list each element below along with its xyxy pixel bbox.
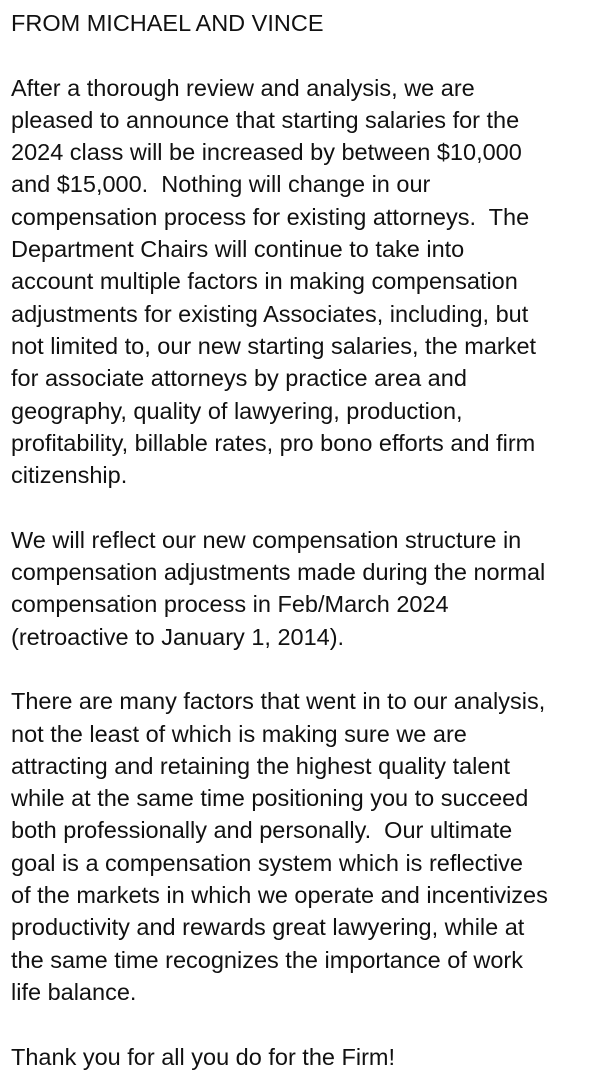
memo-heading: FROM MICHAEL AND VINCE <box>11 10 324 36</box>
text-line: while at the same time positioning you to succeed <box>11 785 529 812</box>
paragraph-closing <box>11 1041 604 1073</box>
text-line: not limited to, our new starting salaries, the market <box>11 332 537 359</box>
paragraph-spacer <box>11 491 604 523</box>
text-line: citizenship. <box>11 462 128 489</box>
paragraph-spacer <box>11 653 604 685</box>
text-line: 2024 class will be increased by between $10,000 <box>11 139 522 166</box>
text-line: After a thorough review and analysis, we are <box>11 74 475 101</box>
text-line: Department Chairs will continue to take into <box>11 236 465 263</box>
text-line: geography, quality of lawyering, production, <box>11 397 463 424</box>
text-line: compensation adjustments made during the normal <box>11 559 546 586</box>
text-line: of the markets in which we operate and incentivizes <box>11 882 548 909</box>
text-line: life balance. <box>11 978 137 1005</box>
text-line: compensation process in Feb/March 2024 <box>11 591 449 618</box>
paragraph-compensation-structure <box>11 524 604 653</box>
text-line: for associate attorneys by practice area and <box>11 365 467 392</box>
text-line: and $15,000. Nothing will change in our <box>11 171 431 198</box>
text-line: productivity and rewards great lawyering, while at <box>11 914 525 941</box>
text-line: adjustments for existing Associates, including, but <box>11 300 529 327</box>
text-line: goal is a compensation system which is reflective <box>11 849 523 876</box>
text-line: We will reflect our new compensation structure in <box>11 526 522 553</box>
paragraph-spacer <box>11 39 604 71</box>
text-line: pleased to announce that starting salaries for the <box>11 106 520 133</box>
text-line: both professionally and personally. Our ultimate <box>11 817 513 844</box>
text-line: (retroactive to January 1, 2014). <box>11 623 345 650</box>
text-line: attracting and retaining the highest quality talent <box>11 752 511 779</box>
paragraph-analysis-factors <box>11 685 604 1008</box>
text-line: compensation process for existing attorneys. The <box>11 203 530 230</box>
text-line: Thank you for all you do for the Firm! <box>11 1043 395 1070</box>
text-line: not the least of which is making sure we are <box>11 720 467 747</box>
text-line: There are many factors that went in to our analysis, <box>11 688 546 715</box>
text-line: profitability, billable rates, pro bono efforts and firm <box>11 429 536 456</box>
text-line: account multiple factors in making compensation <box>11 268 518 295</box>
paragraph-announcement <box>11 72 604 492</box>
text-line: the same time recognizes the importance of work <box>11 946 524 973</box>
paragraph-spacer <box>11 1008 604 1040</box>
